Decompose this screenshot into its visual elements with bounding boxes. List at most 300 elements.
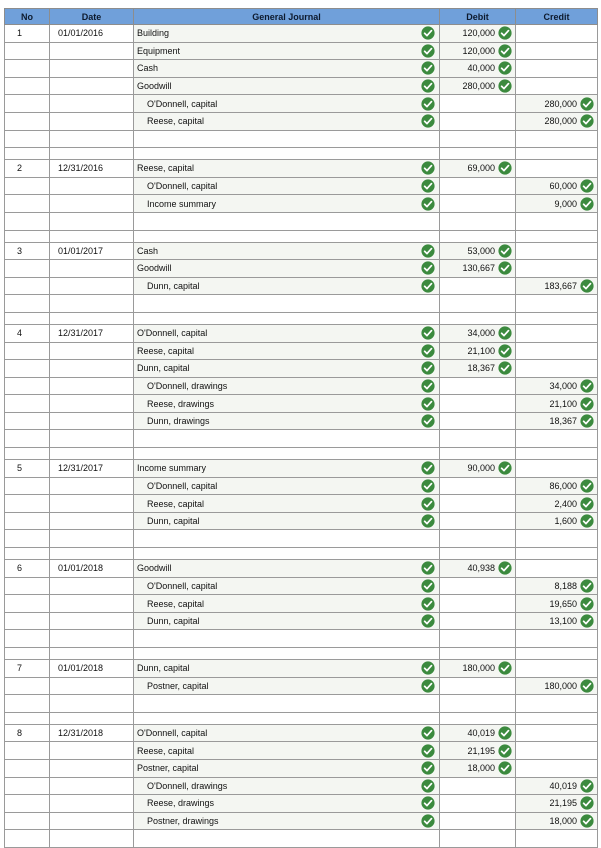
account-cell[interactable] (134, 830, 440, 848)
debit-cell[interactable] (440, 812, 516, 830)
account-cell[interactable] (134, 95, 440, 113)
no-cell (5, 130, 50, 148)
separator-cell (134, 548, 440, 560)
separator-cell (5, 548, 50, 560)
separator-cell (50, 648, 134, 660)
account-cell[interactable] (134, 195, 440, 213)
account-name: Reese, drawings (147, 798, 215, 809)
journal-row (5, 260, 598, 278)
credit-cell[interactable] (516, 342, 598, 360)
check-circle-icon (580, 779, 594, 793)
account-cell[interactable] (134, 795, 440, 813)
account-name: O'Donnell, capital (147, 480, 218, 491)
journal-row (5, 812, 598, 830)
account-cell[interactable] (134, 660, 440, 678)
separator-cell (50, 712, 134, 724)
account-cell[interactable] (134, 377, 440, 395)
separator-cell (5, 230, 50, 242)
account-cell[interactable] (134, 695, 440, 713)
account-name: Dunn, capital (147, 516, 200, 527)
credit-cell[interactable] (516, 777, 598, 795)
check-circle-icon (498, 261, 512, 275)
entry-date: 01/01/2016 (50, 25, 134, 43)
check-circle-icon (421, 326, 435, 340)
journal-row (5, 495, 598, 513)
debit-amount: 180,000 (462, 663, 495, 674)
entry-date: 01/01/2017 (50, 242, 134, 260)
credit-amount: 1,600 (554, 516, 577, 527)
debit-cell[interactable] (440, 430, 516, 448)
account-name: Cash (137, 63, 159, 74)
account-cell[interactable] (134, 724, 440, 742)
credit-amount: 9,000 (554, 198, 577, 209)
separator-cell (440, 312, 516, 324)
blank-row (5, 830, 598, 848)
credit-cell[interactable] (516, 195, 598, 213)
debit-cell[interactable] (440, 160, 516, 178)
debit-cell[interactable] (440, 42, 516, 60)
credit-cell[interactable] (516, 560, 598, 578)
credit-cell[interactable] (516, 60, 598, 78)
debit-cell[interactable] (440, 595, 516, 613)
account-cell[interactable] (134, 395, 440, 413)
credit-cell[interactable] (516, 25, 598, 43)
entry-date (50, 95, 134, 113)
credit-amount: 60,000 (549, 181, 577, 192)
account-name: O'Donnell, capital (147, 181, 218, 192)
credit-amount: 21,195 (549, 798, 577, 809)
credit-cell[interactable] (516, 177, 598, 195)
credit-cell[interactable] (516, 530, 598, 548)
credit-cell[interactable] (516, 324, 598, 342)
account-cell[interactable] (134, 260, 440, 278)
account-cell[interactable] (134, 577, 440, 595)
debit-cell[interactable] (440, 460, 516, 478)
date-cell (50, 430, 134, 448)
no-cell (5, 830, 50, 848)
credit-cell[interactable] (516, 160, 598, 178)
entry-date (50, 377, 134, 395)
check-circle-icon (580, 279, 594, 293)
check-circle-icon (498, 461, 512, 475)
journal-row (5, 560, 598, 578)
credit-cell[interactable] (516, 660, 598, 678)
debit-cell[interactable] (440, 360, 516, 378)
entry-separator (5, 148, 598, 160)
account-cell[interactable] (134, 495, 440, 513)
account-cell[interactable] (134, 612, 440, 630)
entry-number (5, 612, 50, 630)
entry-date (50, 612, 134, 630)
check-circle-icon (421, 61, 435, 75)
debit-cell[interactable] (440, 577, 516, 595)
credit-cell[interactable] (516, 130, 598, 148)
blank-row (5, 630, 598, 648)
debit-cell[interactable] (440, 95, 516, 113)
credit-amount: 18,367 (549, 416, 577, 427)
separator-cell (5, 448, 50, 460)
entry-number (5, 759, 50, 777)
general-journal-table (4, 8, 598, 848)
debit-cell[interactable] (440, 495, 516, 513)
check-circle-icon (580, 114, 594, 128)
account-cell[interactable] (134, 560, 440, 578)
entry-number (5, 77, 50, 95)
account-name: Dunn, capital (137, 363, 190, 374)
journal-row (5, 759, 598, 777)
account-cell[interactable] (134, 360, 440, 378)
credit-cell[interactable] (516, 460, 598, 478)
credit-cell[interactable] (516, 95, 598, 113)
journal-row (5, 25, 598, 43)
debit-cell[interactable] (440, 25, 516, 43)
journal-row (5, 242, 598, 260)
account-name: Dunn, capital (147, 616, 200, 627)
account-cell[interactable] (134, 777, 440, 795)
separator-cell (516, 312, 598, 324)
check-circle-icon (580, 397, 594, 411)
account-name: Goodwill (137, 81, 172, 92)
account-cell[interactable] (134, 177, 440, 195)
entry-number: 8 (5, 724, 50, 742)
account-cell[interactable] (134, 212, 440, 230)
account-cell[interactable] (134, 677, 440, 695)
entry-number: 6 (5, 560, 50, 578)
check-circle-icon (580, 497, 594, 511)
debit-amount: 280,000 (462, 81, 495, 92)
separator-cell (440, 548, 516, 560)
account-cell[interactable] (134, 530, 440, 548)
check-circle-icon (498, 44, 512, 58)
credit-cell[interactable] (516, 212, 598, 230)
debit-cell[interactable] (440, 695, 516, 713)
account-cell[interactable] (134, 160, 440, 178)
separator-cell (516, 648, 598, 660)
entry-date: 12/31/2017 (50, 460, 134, 478)
check-circle-icon (580, 597, 594, 611)
account-cell[interactable] (134, 512, 440, 530)
debit-cell[interactable] (440, 260, 516, 278)
credit-cell[interactable] (516, 512, 598, 530)
account-name: O'Donnell, drawings (147, 380, 228, 391)
credit-cell[interactable] (516, 277, 598, 295)
entry-number: 4 (5, 324, 50, 342)
debit-cell[interactable] (440, 830, 516, 848)
separator-cell (134, 648, 440, 660)
separator-cell (134, 712, 440, 724)
journal-row (5, 612, 598, 630)
header-general-journal: General Journal (134, 9, 440, 25)
debit-cell[interactable] (440, 395, 516, 413)
check-circle-icon (421, 814, 435, 828)
check-circle-icon (498, 326, 512, 340)
separator-cell (440, 448, 516, 460)
credit-cell[interactable] (516, 77, 598, 95)
account-cell[interactable] (134, 412, 440, 430)
check-circle-icon (421, 161, 435, 175)
entry-number: 1 (5, 25, 50, 43)
journal-row (5, 60, 598, 78)
debit-cell[interactable] (440, 377, 516, 395)
check-circle-icon (421, 461, 435, 475)
entry-number: 5 (5, 460, 50, 478)
entry-date (50, 177, 134, 195)
debit-amount: 130,667 (462, 263, 495, 274)
entry-date (50, 777, 134, 795)
entry-number (5, 112, 50, 130)
check-circle-icon (421, 614, 435, 628)
account-cell[interactable] (134, 112, 440, 130)
debit-cell[interactable] (440, 660, 516, 678)
debit-cell[interactable] (440, 130, 516, 148)
separator-cell (5, 312, 50, 324)
debit-cell[interactable] (440, 560, 516, 578)
credit-cell[interactable] (516, 377, 598, 395)
journal-row (5, 477, 598, 495)
credit-cell[interactable] (516, 812, 598, 830)
separator-cell (440, 712, 516, 724)
credit-cell[interactable] (516, 412, 598, 430)
account-name: O'Donnell, capital (137, 328, 208, 339)
entry-number (5, 377, 50, 395)
check-circle-icon (580, 414, 594, 428)
account-cell[interactable] (134, 130, 440, 148)
no-cell (5, 212, 50, 230)
check-circle-icon (421, 79, 435, 93)
entry-number (5, 342, 50, 360)
entry-number (5, 577, 50, 595)
account-cell[interactable] (134, 25, 440, 43)
entry-number (5, 60, 50, 78)
check-circle-icon (421, 726, 435, 740)
account-cell[interactable] (134, 630, 440, 648)
entry-date (50, 477, 134, 495)
check-circle-icon (498, 26, 512, 40)
journal-row (5, 177, 598, 195)
header-row (5, 9, 598, 25)
check-circle-icon (421, 361, 435, 375)
credit-cell[interactable] (516, 242, 598, 260)
debit-cell[interactable] (440, 177, 516, 195)
account-cell[interactable] (134, 295, 440, 313)
debit-cell[interactable] (440, 342, 516, 360)
account-name: Dunn, capital (137, 663, 190, 674)
check-circle-icon (421, 497, 435, 511)
entry-date (50, 112, 134, 130)
journal-row (5, 795, 598, 813)
journal-row (5, 577, 598, 595)
no-cell (5, 430, 50, 448)
debit-cell[interactable] (440, 242, 516, 260)
check-circle-icon (580, 379, 594, 393)
credit-amount: 21,100 (549, 398, 577, 409)
debit-cell[interactable] (440, 677, 516, 695)
separator-cell (516, 548, 598, 560)
check-circle-icon (580, 679, 594, 693)
entry-date: 01/01/2018 (50, 660, 134, 678)
credit-cell[interactable] (516, 612, 598, 630)
debit-amount: 69,000 (467, 163, 495, 174)
journal-row (5, 460, 598, 478)
check-circle-icon (498, 61, 512, 75)
check-circle-icon (580, 614, 594, 628)
debit-cell[interactable] (440, 324, 516, 342)
account-cell[interactable] (134, 324, 440, 342)
credit-cell[interactable] (516, 759, 598, 777)
account-name: O'Donnell, capital (137, 728, 208, 739)
date-cell (50, 295, 134, 313)
check-circle-icon (580, 479, 594, 493)
credit-cell[interactable] (516, 795, 598, 813)
check-circle-icon (421, 379, 435, 393)
credit-amount: 86,000 (549, 480, 577, 491)
account-cell[interactable] (134, 42, 440, 60)
credit-cell[interactable] (516, 395, 598, 413)
account-name: O'Donnell, drawings (147, 780, 228, 791)
journal-row (5, 660, 598, 678)
check-circle-icon (498, 344, 512, 358)
debit-cell[interactable] (440, 512, 516, 530)
entry-number: 3 (5, 242, 50, 260)
debit-cell[interactable] (440, 77, 516, 95)
credit-cell[interactable] (516, 360, 598, 378)
entry-number: 7 (5, 660, 50, 678)
journal-row (5, 595, 598, 613)
entry-date (50, 795, 134, 813)
debit-cell[interactable] (440, 277, 516, 295)
account-name: Equipment (137, 45, 181, 56)
entry-number (5, 812, 50, 830)
debit-cell[interactable] (440, 724, 516, 742)
entry-separator (5, 712, 598, 724)
credit-amount: 40,019 (549, 780, 577, 791)
credit-amount: 2,400 (554, 498, 577, 509)
entry-date (50, 412, 134, 430)
account-cell[interactable] (134, 812, 440, 830)
separator-cell (516, 148, 598, 160)
entry-date (50, 595, 134, 613)
account-name: Dunn, capital (147, 281, 200, 292)
entry-number (5, 477, 50, 495)
credit-cell[interactable] (516, 112, 598, 130)
account-cell[interactable] (134, 595, 440, 613)
journal-row (5, 395, 598, 413)
separator-cell (516, 712, 598, 724)
debit-cell[interactable] (440, 112, 516, 130)
credit-cell[interactable] (516, 595, 598, 613)
blank-row (5, 130, 598, 148)
credit-cell[interactable] (516, 430, 598, 448)
check-circle-icon (421, 779, 435, 793)
entry-separator (5, 448, 598, 460)
credit-amount: 34,000 (549, 380, 577, 391)
separator-cell (50, 548, 134, 560)
credit-cell[interactable] (516, 260, 598, 278)
credit-cell[interactable] (516, 830, 598, 848)
entry-date (50, 60, 134, 78)
journal-row (5, 342, 598, 360)
credit-cell[interactable] (516, 495, 598, 513)
separator-cell (440, 648, 516, 660)
account-cell[interactable] (134, 759, 440, 777)
check-circle-icon (580, 514, 594, 528)
account-cell[interactable] (134, 242, 440, 260)
debit-cell[interactable] (440, 212, 516, 230)
entry-number (5, 777, 50, 795)
debit-cell[interactable] (440, 759, 516, 777)
entry-date (50, 77, 134, 95)
account-cell[interactable] (134, 477, 440, 495)
check-circle-icon (421, 279, 435, 293)
account-name: Reese, capital (147, 498, 205, 509)
check-circle-icon (580, 179, 594, 193)
debit-cell[interactable] (440, 612, 516, 630)
debit-cell[interactable] (440, 295, 516, 313)
entry-date (50, 577, 134, 595)
credit-cell[interactable] (516, 295, 598, 313)
account-cell[interactable] (134, 60, 440, 78)
credit-cell[interactable] (516, 724, 598, 742)
credit-cell[interactable] (516, 42, 598, 60)
blank-row (5, 295, 598, 313)
credit-cell[interactable] (516, 695, 598, 713)
journal-row (5, 195, 598, 213)
credit-amount: 19,650 (549, 598, 577, 609)
entry-number: 2 (5, 160, 50, 178)
debit-cell[interactable] (440, 477, 516, 495)
debit-cell[interactable] (440, 795, 516, 813)
blank-row (5, 430, 598, 448)
blank-row (5, 695, 598, 713)
entry-number (5, 677, 50, 695)
debit-amount: 90,000 (467, 463, 495, 474)
credit-cell[interactable] (516, 677, 598, 695)
account-name: Postner, capital (137, 763, 199, 774)
check-circle-icon (580, 97, 594, 111)
check-circle-icon (421, 179, 435, 193)
account-cell[interactable] (134, 342, 440, 360)
check-circle-icon (580, 579, 594, 593)
debit-cell[interactable] (440, 60, 516, 78)
account-cell[interactable] (134, 77, 440, 95)
journal-row (5, 724, 598, 742)
debit-cell[interactable] (440, 530, 516, 548)
debit-cell[interactable] (440, 777, 516, 795)
check-circle-icon (421, 761, 435, 775)
debit-cell[interactable] (440, 630, 516, 648)
entry-number (5, 512, 50, 530)
check-circle-icon (421, 244, 435, 258)
account-cell[interactable] (134, 430, 440, 448)
debit-cell[interactable] (440, 412, 516, 430)
credit-cell[interactable] (516, 577, 598, 595)
separator-cell (134, 148, 440, 160)
debit-amount: 120,000 (462, 28, 495, 39)
separator-cell (440, 148, 516, 160)
account-cell[interactable] (134, 277, 440, 295)
entry-number (5, 177, 50, 195)
no-cell (5, 695, 50, 713)
check-circle-icon (421, 479, 435, 493)
credit-cell[interactable] (516, 630, 598, 648)
account-cell[interactable] (134, 460, 440, 478)
credit-cell[interactable] (516, 477, 598, 495)
separator-cell (440, 230, 516, 242)
debit-cell[interactable] (440, 195, 516, 213)
entry-date (50, 360, 134, 378)
entry-number (5, 395, 50, 413)
entry-date: 12/31/2016 (50, 160, 134, 178)
